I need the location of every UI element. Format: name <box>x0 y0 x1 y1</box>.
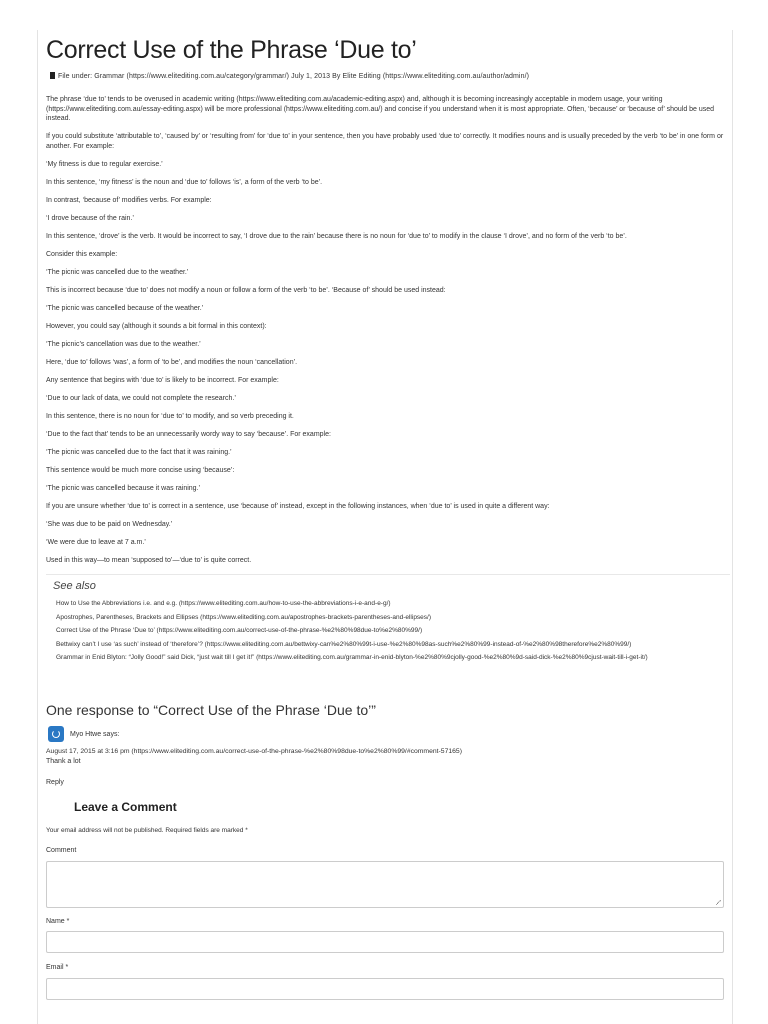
paragraph: ‘My fitness is due to regular exercise.’ <box>46 160 163 168</box>
paragraph: In this sentence, ‘my fitness’ is the noun and ‘due to’ follows ‘is’, a form of the verb ‘to be’. <box>46 178 323 186</box>
paragraph: If you are unsure whether ‘due to’ is correct in a sentence, use ‘because of’ instead, except in the following instances, when ‘due to’ is used in quite a different way: <box>46 502 550 510</box>
post-meta-text[interactable]: File under: Grammar (https://www.elitediting.com.au/category/grammar/) July 1, 2013 By Elite Editing (https://www.elitediting.com.au/author/admin/) <box>58 73 530 80</box>
comment-author: Myo Htwe says: <box>70 731 120 738</box>
paragraph: In this sentence, there is no noun for ‘due to’ to modify, and so verb preceding it. <box>46 412 294 420</box>
see-also-heading: See also <box>53 580 96 592</box>
see-also-link[interactable]: Apostrophes, Parentheses, Brackets and Ellipses (https://www.elitediting.com.au/apostrophes-brackets-parentheses-and-ellipses/) <box>56 613 432 621</box>
paragraph: If you could substitute ‘attributable to’, ‘caused by’ or ‘resulting from’ for ‘due to’ in your sentence, then you have probably used ‘due to’ correctly. It modifies nouns and is usually preceded by the verb ‘to be’ in one form or another. For example: <box>46 133 724 150</box>
paragraph: ‘The picnic was cancelled due to the weather.’ <box>46 268 189 276</box>
paragraph: ‘I drove because of the rain.’ <box>46 214 134 222</box>
comment-label: Comment <box>46 847 77 854</box>
required-fields-notice: Your email address will not be published. Required fields are marked * <box>46 827 248 834</box>
paragraph: This sentence would be much more concise using ‘because’: <box>46 466 235 474</box>
name-label: Name * <box>46 918 70 925</box>
see-also-section <box>46 574 730 667</box>
comment-date-link[interactable]: August 17, 2015 at 3:16 pm (https://www.elitediting.com.au/correct-use-of-the-phrase-%e2%80%98due-to%e2%80%99/#comment-57165) <box>46 748 462 755</box>
see-also-link[interactable]: Correct Use of the Phrase ‘Due to’ (https://www.elitediting.com.au/correct-use-of-the-phrase-%e2%80%98due-to%e2%80%99/) <box>56 627 423 634</box>
paragraph: This is incorrect because ‘due to’ does not modify a noun or follow a form of the verb ‘to be’. ‘Because of’ should be used instead: <box>46 286 446 294</box>
paragraph: Consider this example: <box>46 250 118 258</box>
comment-text: Thank a lot <box>46 758 81 765</box>
paragraph: ‘The picnic was cancelled due to the fact that it was raining.’ <box>46 448 232 456</box>
paragraph: Used in this way—to mean ‘supposed to’—‘due to’ is quite correct. <box>46 556 252 564</box>
paragraph: In this sentence, ‘drove’ is the verb. It would be incorrect to say, ‘I drove due to the rain’ because there is no noun for ‘due to’ to modify in the clause ‘I drove’, and no form of the verb ‘to be’. <box>46 232 627 240</box>
paragraph: ‘She was due to be paid on Wednesday.’ <box>46 520 173 528</box>
document-icon <box>50 72 55 79</box>
comment-textarea[interactable] <box>46 861 724 908</box>
paragraph: ‘Due to the fact that’ tends to be an unnecessarily wordy way to say ‘because’. For example: <box>46 430 331 438</box>
paragraph: The phrase ‘due to’ tends to be overused in academic writing (https://www.elitediting.com.au/academic-editing.aspx) and, although it is becoming increasingly acceptable in modern usage, your writing (https://www.elitediting.com.au/essay-editing.aspx) will be more professional (https://www.elitediting.com.au/) and concise if you understand when it is most appropriate. Often, ‘because’ or ‘because of’ should be used instead. <box>46 96 715 122</box>
post-meta <box>50 72 529 80</box>
paragraph: ‘The picnic’s cancellation was due to the weather.’ <box>46 340 201 348</box>
page-title: Correct Use of the Phrase ‘Due to’ <box>46 36 417 64</box>
paragraph: ‘We were due to leave at 7 a.m.’ <box>46 538 146 546</box>
paragraph: ‘The picnic was cancelled because of the weather.’ <box>46 304 204 312</box>
see-also-list <box>56 599 716 662</box>
paragraph: However, you could say (although it sounds a bit formal in this context): <box>46 322 267 330</box>
paragraph: Here, ‘due to’ follows ‘was’, a form of ‘to be’, and modifies the noun ‘cancellation’. <box>46 358 298 366</box>
see-also-link[interactable]: Bettwixy can’t I use ‘as such’ instead of ‘therefore’? (https://www.elitediting.com.au/bettwixy-can%e2%80%99t-i-use-%e2%80%98as-such%e2%80%99-instead-of-%e2%80%98therefore%e2%80%99/) <box>56 640 632 648</box>
paragraph: ‘The picnic was cancelled because it was raining.’ <box>46 484 201 492</box>
paragraph: Any sentence that begins with ‘due to’ is likely to be incorrect. For example: <box>46 376 279 384</box>
email-label: Email * <box>46 964 69 971</box>
see-also-link[interactable]: Grammar in Enid Blyton: “Jolly Good!” said Dick, “just wait till I get it!” (https://www.elitediting.com.au/grammar-in-enid-blyton-%e2%80%9cjolly-good-%e2%80%9d-said-dick-%e2%80%9cjust-wait-till-i-get-it/) <box>56 654 648 661</box>
leave-comment-heading: Leave a Comment <box>74 800 177 814</box>
see-also-link[interactable]: How to Use the Abbreviations i.e. and e.g. (https://www.elitediting.com.au/how-to-use-the-abbreviations-i-e-and-e-g/) <box>56 600 391 607</box>
avatar-icon <box>48 726 64 742</box>
paragraph: ‘Due to our lack of data, we could not complete the research.’ <box>46 394 236 402</box>
email-input[interactable] <box>46 978 724 1000</box>
name-input[interactable] <box>46 931 724 953</box>
responses-heading: One response to “Correct Use of the Phrase ‘Due to’” <box>46 702 376 718</box>
article-body <box>46 95 730 574</box>
reply-link[interactable]: Reply <box>46 779 64 786</box>
paragraph: In contrast, ‘because of’ modifies verbs. For example: <box>46 196 212 204</box>
